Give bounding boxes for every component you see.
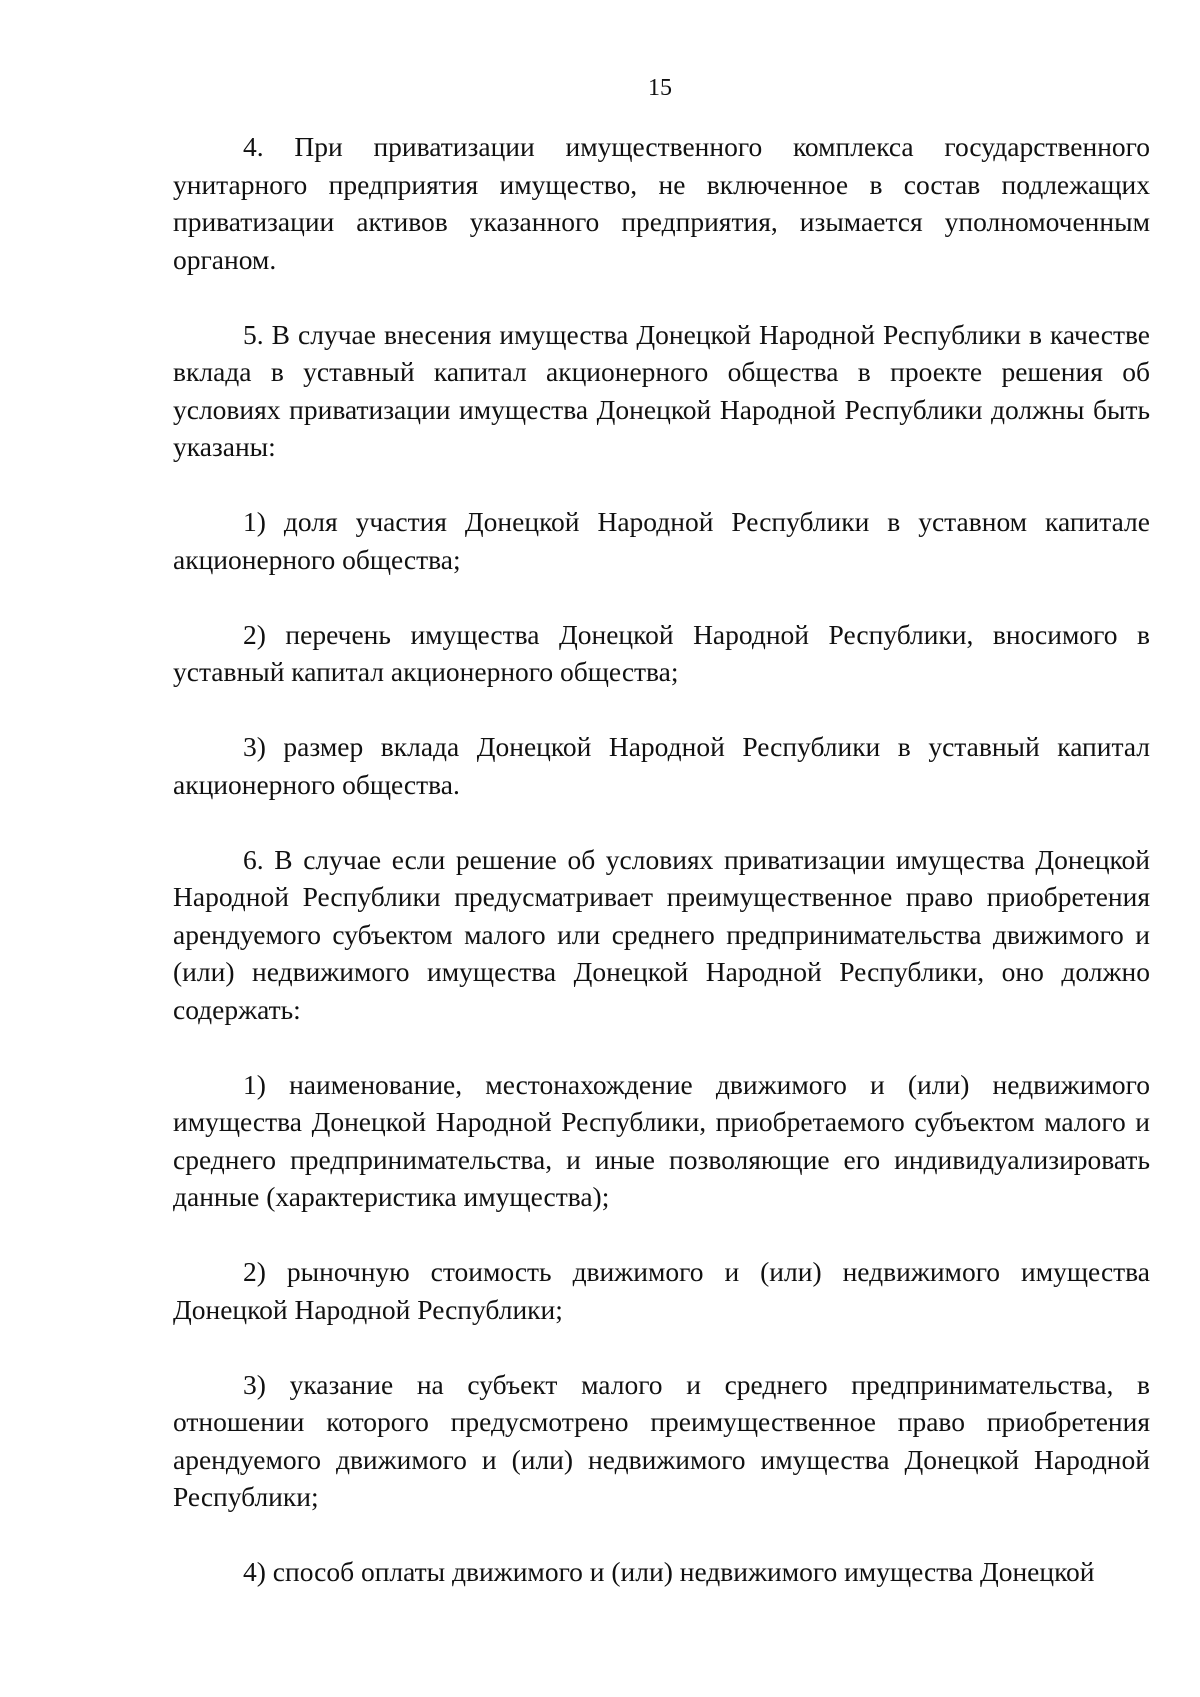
paragraph-subitem-5-2: 2) перечень имущества Донецкой Народной Республики, вносимого в уставный капитал акционерного общества; [173, 618, 1150, 687]
paragraph-item-5: 5. В случае внесения имущества Донецкой Народной Республики в качестве вклада в уставный капитал акционерного общества в проекте решения об условиях приватизации имущества Донецкой Народной Республики должны быть указаны: [173, 318, 1150, 462]
page-number: 15 [648, 75, 672, 101]
paragraph-subitem-6-1: 1) наименование, местонахождение движимого и (или) недвижимого имущества Донецкой Народной Республики, приобретаемого субъектом малого и среднего предпринимательства, и иные позволяющие его индивидуализировать данные (характеристика имущества); [173, 1068, 1150, 1212]
paragraph-subitem-6-4: 4) способ оплаты движимого и (или) недвижимого имущества Донецкой [243, 1556, 1095, 1587]
paragraph-subitem-5-3: 3) размер вклада Донецкой Народной Республики в уставный капитал акционерного общества. [173, 731, 1150, 800]
paragraph-subitem-6-3: 3) указание на субъект малого и среднего предпринимательства, в отношении которого предусмотрено преимущественное право приобретения арендуемого движимого и (или) недвижимого имущества Донецкой Народной Республики; [173, 1368, 1150, 1512]
paragraph-subitem-6-2: 2) рыночную стоимость движимого и (или) недвижимого имущества Донецкой Народной Республики; [173, 1256, 1150, 1325]
paragraph-subitem-5-1: 1) доля участия Донецкой Народной Республики в уставном капитале акционерного общества; [173, 506, 1150, 575]
document-body [173, 128, 1150, 1591]
paragraph-item-6: 6. В случае если решение об условиях приватизации имущества Донецкой Народной Республики предусматривает преимущественное право приобретения арендуемого субъектом малого или среднего предпринимательства движимого и (или) недвижимого имущества Донецкой Народной Республики, оно должно содержать: [173, 843, 1150, 1025]
paragraph-item-4: 4. При приватизации имущественного комплекса государственного унитарного предприятия имущество, не включенное в состав подлежащих приватизации активов указанного предприятия, изымается уполномоченным органом. [173, 131, 1150, 275]
